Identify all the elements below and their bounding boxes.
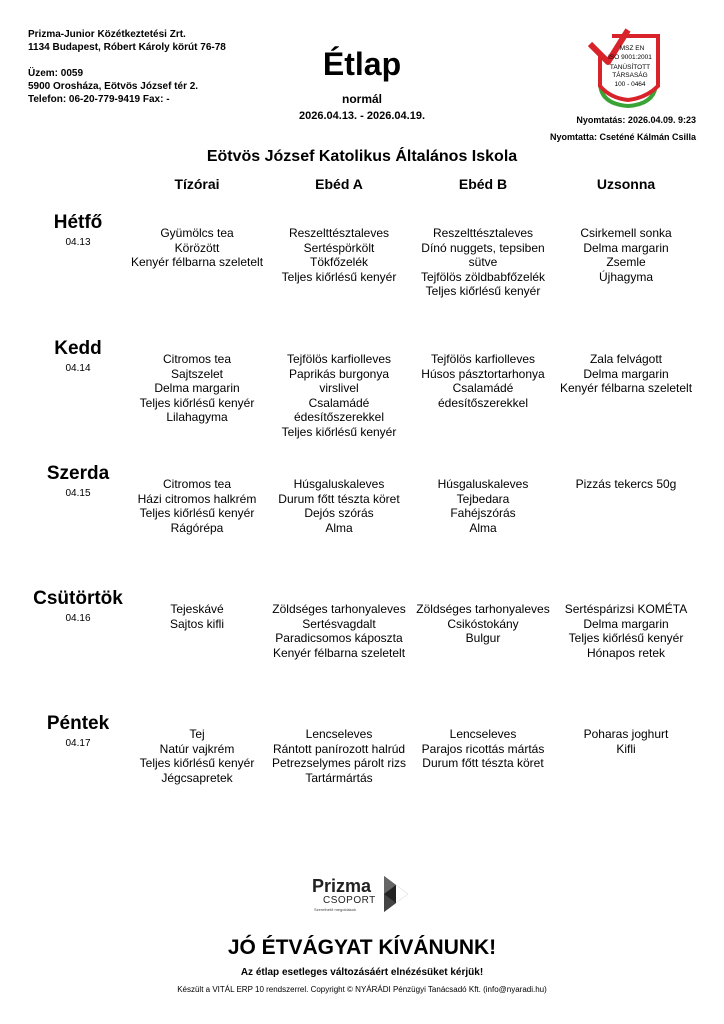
- day-name: Szerda: [46, 463, 110, 484]
- meal-item: Kenyér félbarna szeletelt: [559, 381, 693, 396]
- meal-item: Dejós szórás: [304, 506, 374, 521]
- meal-item: Húsos pásztortarhonya: [421, 366, 545, 381]
- column-header-ebed-b: Ebéd B: [458, 176, 508, 192]
- meal-item: Zala felvágott: [589, 352, 663, 366]
- phone: Telefon: 06-20-779-9419 Fax: -: [28, 94, 170, 105]
- meal-item: Parajos ricottás mártás: [421, 741, 545, 756]
- meal-item: Reszelttésztaleves: [288, 226, 390, 240]
- meal-item: Sertéspörkölt: [303, 240, 375, 255]
- meal-item: Rágórépa: [170, 520, 224, 535]
- meal-cell: [408, 352, 558, 410]
- cert-line-5: 100 - 0464: [614, 81, 646, 88]
- meal-item: Citromos tea: [162, 352, 232, 366]
- meal-item: Lencseleves: [305, 727, 373, 741]
- meal-item: Durum főtt tészta köret: [422, 756, 544, 771]
- day-date: 04.17: [65, 738, 91, 749]
- meal-item: Csikóstokány: [447, 616, 519, 631]
- meal-item: Gyümölcs tea: [160, 226, 234, 240]
- meal-item: Húsgaluskaleves: [293, 477, 385, 491]
- prizma-logo: [312, 872, 412, 916]
- plant-address: 5900 Orosháza, Eötvös József tér 2.: [28, 81, 199, 92]
- company-name: Prizma-Junior Közétkeztetési Zrt.: [28, 29, 186, 40]
- meal-item: Tartármártás: [305, 770, 373, 785]
- meal-item: Teljes kiőrlésű kenyér: [281, 424, 397, 439]
- meal-cell: [264, 727, 414, 785]
- meal-item: Delma margarin: [154, 381, 240, 396]
- meal-item: Tejeskávé: [170, 602, 224, 616]
- meal-item: Reszelttésztaleves: [432, 226, 534, 240]
- meal-item: Delma margarin: [583, 240, 669, 255]
- meal-item: Delma margarin: [583, 366, 669, 381]
- meal-item: Petrezselymes párolt rizs: [271, 756, 407, 771]
- change-note: Az étlap esetleges változásáért elnézésüket kérjük!: [240, 967, 484, 978]
- meal-item: Durum főtt tészta köret: [278, 491, 400, 506]
- day-name: Hétfő: [53, 212, 103, 233]
- meal-item: Paprikás burgonya: [288, 366, 390, 381]
- meal-item: Teljes kiőrlésű kenyér: [568, 631, 684, 646]
- day-name: Péntek: [46, 713, 110, 734]
- meal-item: Kenyér félbarna szeletelt: [272, 645, 406, 660]
- meal-item: Teljes kiőrlésű kenyér: [139, 756, 255, 771]
- meal-item: Pizzás tekercs 50g: [575, 477, 677, 491]
- plant-id: Üzem: 0059: [28, 68, 84, 79]
- meal-cell: [264, 477, 414, 535]
- meal-item: Tökfőzelék: [309, 255, 369, 270]
- meal-item: Tejfölös karfiolleves: [286, 352, 392, 366]
- page-title: Étlap: [322, 46, 402, 82]
- meal-item: Alma: [469, 520, 497, 535]
- meal-item: Csirkemell sonka: [580, 226, 672, 240]
- meal-item: Kifli: [616, 741, 636, 756]
- meal-cell: [122, 226, 272, 270]
- meal-item: Csalamádé: [452, 381, 514, 396]
- meal-item: édesítőszerekkel: [293, 410, 385, 425]
- meal-item: Teljes kiőrlésű kenyér: [425, 284, 541, 299]
- meal-item: Delma margarin: [583, 616, 669, 631]
- cert-line-4: TÁRSASÁG: [612, 72, 648, 79]
- print-date: Nyomtatás: 2026.04.09. 9:23: [576, 115, 696, 125]
- meal-cell: [408, 602, 558, 646]
- day-date: 04.15: [65, 488, 91, 499]
- meal-item: Tej: [189, 727, 205, 741]
- meal-cell: [408, 226, 558, 299]
- meal-item: Sajtos kifli: [169, 616, 225, 631]
- meal-cell: [551, 352, 701, 396]
- slogan: JÓ ÉTVÁGYAT KÍVÁNUNK!: [227, 936, 497, 959]
- meal-item: Lilahagyma: [166, 410, 228, 425]
- meal-cell: [551, 602, 701, 660]
- date-range: 2026.04.13. - 2026.04.19.: [299, 110, 425, 122]
- cert-line-2: ISO 9001:2001: [608, 54, 652, 61]
- meal-item: Zöldséges tarhonyaleves: [416, 602, 550, 616]
- school-name: Eötvös József Katolikus Általános Iskola: [206, 148, 518, 165]
- meal-cell: [551, 727, 701, 756]
- cert-line-1: MSZ EN: [619, 45, 645, 52]
- meal-item: Poharas joghurt: [583, 727, 669, 741]
- menu-type: normál: [341, 92, 382, 106]
- meal-cell: [551, 477, 701, 492]
- meal-item: Citromos tea: [162, 477, 232, 491]
- meal-item: virslivel: [319, 381, 359, 396]
- cert-line-3: TANÚSÍTOTT: [609, 64, 651, 71]
- column-header-uzsonna: Uzsonna: [596, 176, 656, 192]
- meal-item: Zsemle: [606, 255, 646, 270]
- day-name: Csütörtök: [33, 588, 123, 609]
- meal-cell: [122, 352, 272, 425]
- meal-item: Dínó nuggets, tepsiben: [421, 240, 545, 255]
- day-name: Kedd: [54, 338, 102, 359]
- meal-item: sütve: [468, 255, 498, 270]
- meal-item: Zöldséges tarhonyaleves: [272, 602, 406, 616]
- print-info: [550, 112, 696, 146]
- meal-item: Rántott panírozott halrúd: [272, 741, 406, 756]
- meal-cell: [122, 477, 272, 535]
- logo-tagline: Szerethető megoldások: [314, 907, 357, 912]
- column-header-tizorai: Tízórai: [174, 176, 220, 192]
- meal-item: Fahéjszórás: [450, 506, 516, 521]
- day-date: 04.13: [65, 237, 91, 248]
- meal-item: Házi citromos halkrém: [137, 491, 257, 506]
- meal-item: Tejbedara: [456, 491, 510, 506]
- meal-cell: [264, 352, 414, 440]
- meal-item: Natúr vajkrém: [159, 741, 235, 756]
- day-date: 04.14: [65, 363, 91, 374]
- meal-item: Körözött: [174, 240, 220, 255]
- day-date: 04.16: [65, 613, 91, 624]
- company-address: 1134 Budapest, Róbert Károly körút 76-78: [28, 42, 226, 53]
- column-header-ebed-a: Ebéd A: [315, 176, 363, 192]
- meal-item: Teljes kiőrlésű kenyér: [139, 395, 255, 410]
- meal-item: Újhagyma: [598, 269, 654, 284]
- meal-item: Paradicsomos káposzta: [275, 631, 403, 646]
- meal-cell: [122, 727, 272, 785]
- iso-certification-seal: [586, 26, 670, 110]
- meal-item: Sertéspárizsi KOMÉTA: [564, 602, 688, 616]
- logo-name: Prizma: [312, 876, 372, 896]
- meal-item: Teljes kiőrlésű kenyér: [281, 269, 397, 284]
- meal-item: édesítőszerekkel: [437, 395, 529, 410]
- logo-sub: CSOPORT: [323, 895, 376, 906]
- meal-cell: [408, 477, 558, 535]
- printed-by: Nyomtatta: Cseténé Kálmán Csilla: [549, 132, 696, 142]
- meal-item: Tejfölös zöldbabfőzelék: [420, 269, 546, 284]
- meal-item: Teljes kiőrlésű kenyér: [139, 506, 255, 521]
- meal-item: Hónapos retek: [586, 645, 666, 660]
- meal-item: Sertésvagdalt: [302, 616, 376, 631]
- meal-item: Jégcsapretek: [161, 770, 233, 785]
- meal-cell: [264, 602, 414, 660]
- meal-item: Kenyér félbarna szeletelt: [130, 255, 264, 270]
- footer-copyright: Készült a VITÁL ERP 10 rendszerrel. Copyright © NYÁRÁDI Pénzügyi Tanácsadó Kft. (info@nyaradi.hu): [177, 985, 547, 994]
- meal-item: Sajtszelet: [170, 366, 224, 381]
- meal-item: Tejfölös karfiolleves: [430, 352, 536, 366]
- meal-item: Lencseleves: [449, 727, 517, 741]
- meal-cell: [264, 226, 414, 284]
- meal-cell: [408, 727, 558, 771]
- meal-item: Bulgur: [465, 631, 501, 646]
- meal-cell: [122, 602, 272, 631]
- meal-item: Csalamádé: [308, 395, 370, 410]
- meal-cell: [551, 226, 701, 284]
- meal-item: Húsgaluskaleves: [437, 477, 529, 491]
- meal-item: Alma: [325, 520, 353, 535]
